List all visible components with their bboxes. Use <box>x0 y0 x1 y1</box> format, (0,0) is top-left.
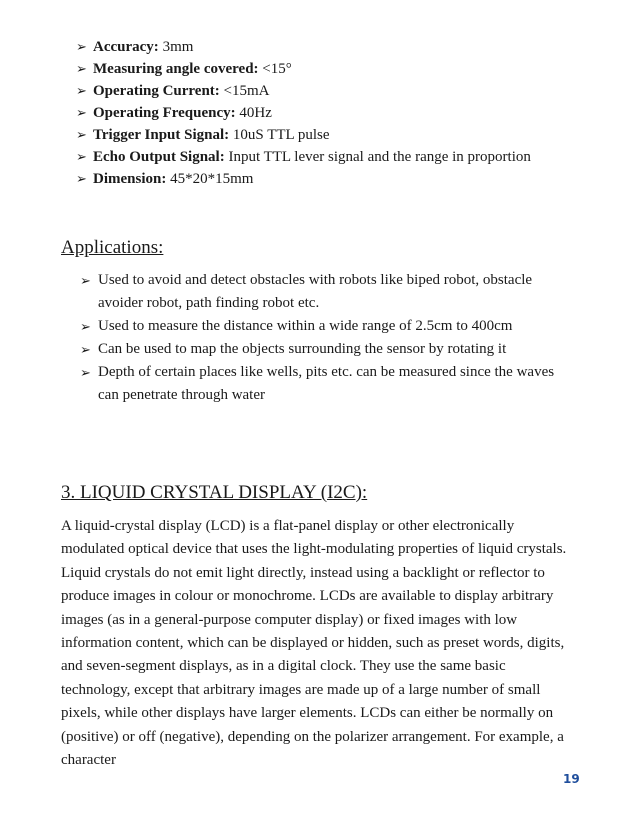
spec-label: Dimension: <box>93 171 167 187</box>
application-item <box>80 338 570 361</box>
arrow-bullet-icon: ➢ <box>76 149 87 164</box>
application-text: Used to avoid and detect obstacles with robots like biped robot, obstacle avoider robot, path finding robot etc. <box>98 272 533 311</box>
arrow-bullet-icon: ➢ <box>76 39 87 54</box>
arrow-bullet-icon: ➢ <box>76 83 87 98</box>
spec-item-dimension <box>76 168 546 190</box>
lcd-description-paragraph: A liquid-crystal display (LCD) is a flat-panel display or other electronically modulated optical device that uses the light-modulating properties of liquid crystals. Liquid crystals do not emit light directly, instead using a backlight or reflector to produce images in colour or monochrome. LCDs are available to display arbitrary images (as in a general-purpose computer display) or fixed images with low information content, which can be displayed or hidden, such as preset words, digits, and seven-segment displays, as in a digital clock. They use the same basic technology, except that arbitrary images are made up of a large number of small pixels, while other displays have larger elements. LCDs can either be normally on (positive) or off (negative), depending on the polarizer arrangement. For example, a character <box>61 518 567 769</box>
page-number: 19 <box>563 772 580 786</box>
arrow-bullet-icon: ➢ <box>80 319 91 334</box>
spec-item-measuring-angle <box>76 58 546 80</box>
spec-label: Trigger Input Signal: <box>93 127 230 143</box>
application-text: Can be used to map the objects surrounding the sensor by rotating it <box>98 341 507 357</box>
spec-item-operating-frequency <box>76 102 546 124</box>
lcd-section-heading: 3. LIQUID CRYSTAL DISPLAY (I2C): <box>61 482 368 503</box>
spec-label: Echo Output Signal: <box>93 149 225 165</box>
specification-list <box>76 36 546 190</box>
spec-value: 10uS TTL pulse <box>229 127 330 143</box>
application-item <box>80 361 570 407</box>
spec-label: Accuracy: <box>93 39 159 55</box>
spec-item-trigger-input <box>76 124 546 146</box>
spec-item-operating-current <box>76 80 546 102</box>
arrow-bullet-icon: ➢ <box>80 273 91 288</box>
applications-list <box>80 269 570 407</box>
application-text: Depth of certain places like wells, pits etc. can be measured since the waves can penetrate through water <box>98 364 555 403</box>
application-item <box>80 315 570 338</box>
arrow-bullet-icon: ➢ <box>80 365 91 380</box>
spec-value: <15° <box>258 61 292 77</box>
spec-item-accuracy <box>76 36 546 58</box>
arrow-bullet-icon: ➢ <box>76 127 87 142</box>
arrow-bullet-icon: ➢ <box>76 105 87 120</box>
arrow-bullet-icon: ➢ <box>76 61 87 76</box>
arrow-bullet-icon: ➢ <box>76 171 87 186</box>
spec-label: Measuring angle covered: <box>93 61 259 77</box>
application-text: Used to measure the distance within a wide range of 2.5cm to 400cm <box>98 318 513 334</box>
spec-label: Operating Current: <box>93 83 220 99</box>
spec-label: Operating Frequency: <box>93 105 236 121</box>
spec-value: 40Hz <box>235 105 272 121</box>
spec-value: 45*20*15mm <box>166 171 254 187</box>
spec-item-echo-output <box>76 146 546 168</box>
spec-value: <15mA <box>219 83 270 99</box>
arrow-bullet-icon: ➢ <box>80 342 91 357</box>
spec-value: 3mm <box>158 39 194 55</box>
application-item <box>80 269 570 315</box>
spec-value: Input TTL lever signal and the range in proportion <box>224 149 531 165</box>
applications-heading: Applications: <box>61 237 164 258</box>
